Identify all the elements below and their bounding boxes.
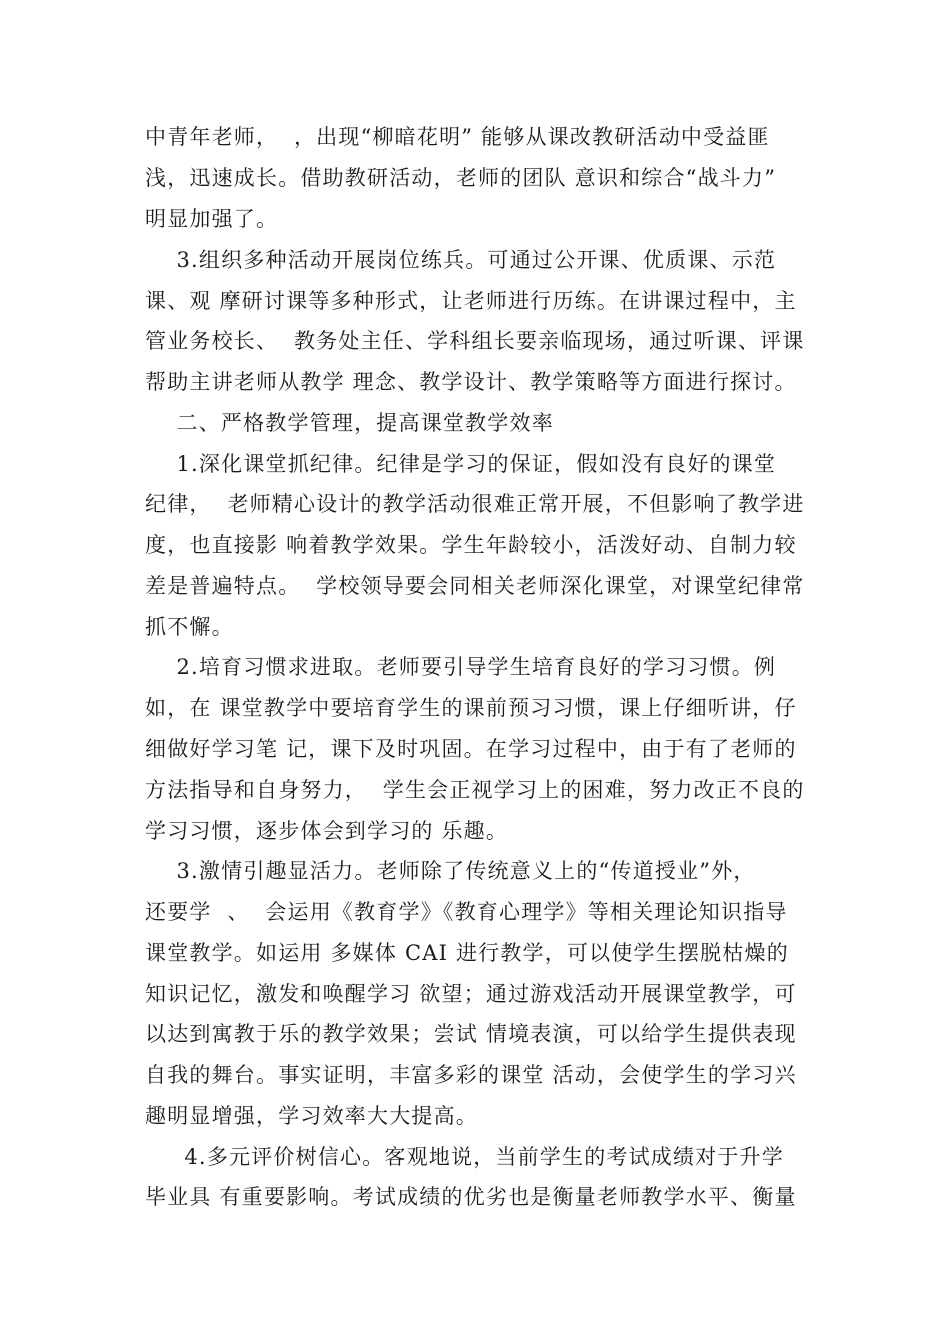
text-line: 方法指导和自身努力， 学生会正视学习上的困难，努力改正不良的 <box>145 778 805 802</box>
text-line: 细做好学习笔 记，课下及时巩固。在学习过程中，由于有了老师的 <box>145 737 797 761</box>
text-line: 浅，迅速成长。借助教研活动，老师的团队 意识和综合“战斗力” <box>145 166 777 190</box>
text-line: 毕业具 有重要影响。考试成绩的优劣也是衡量老师教学水平、衡量 <box>145 1185 797 1209</box>
text-line: 如，在 课堂教学中要培育学生的课前预习习惯，课上仔细听讲，仔 <box>145 696 797 720</box>
text-line: 3.激情引趣显活力。老师除了传统意义上的“传道授业”外， <box>145 859 756 883</box>
text-line: 课、观 摩研讨课等多种形式，让老师进行历练。在讲课过程中，主 <box>145 289 797 313</box>
text-line: 知识记忆，激发和唤醒学习 欲望；通过游戏活动开展课堂教学，可 <box>145 982 797 1006</box>
text-line: 2.培育习惯求进取。老师要引导学生培育良好的学习习惯。例 <box>145 655 777 679</box>
text-line: 学习习惯，逐步体会到学习的 乐趣。 <box>145 819 509 843</box>
text-line: 差是普遍特点。 学校领导要会同相关老师深化课堂，对课堂纪律常 <box>145 574 805 598</box>
text-line: 帮助主讲老师从教学 理念、教学设计、教学策略等方面进行探讨。 <box>145 370 797 394</box>
text-line: 度，也直接影 响着教学效果。学生年龄较小，活泼好动、自制力较 <box>145 533 797 557</box>
text-line: 还要学 、 会运用《教育学》《教育心理学》等相关理论知识指导 <box>145 900 788 924</box>
text-line: 纪律， 老师精心设计的教学活动很难正常开展，不但影响了教学进 <box>145 492 805 516</box>
text-line: 3.组织多种活动开展岗位练兵。可通过公开课、优质课、示范 <box>145 248 777 272</box>
text-line: 趣明显增强，学习效率大大提高。 <box>145 1104 478 1128</box>
text-line: 4.多元评价树信心。客观地说，当前学生的考试成绩对于升学 <box>145 1145 785 1169</box>
text-line: 中青年老师， ，出现“柳暗花明” 能够从课改教研活动中受益匪 <box>145 125 770 149</box>
text-line: 明显加强了。 <box>145 207 279 231</box>
text-line: 抓不懈。 <box>145 615 234 639</box>
text-line: 自我的舞台。事实证明，丰富多彩的课堂 活动，会使学生的学习兴 <box>145 1063 797 1087</box>
text-line: 以达到寓教于乐的教学效果；尝试 情境表演，可以给学生提供表现 <box>145 1022 797 1046</box>
section-heading: 二、严格教学管理，提高课堂教学效率 <box>145 411 554 435</box>
text-line: 1.深化课堂抓纪律。纪律是学习的保证，假如没有良好的课堂 <box>145 452 777 476</box>
text-line: 课堂教学。如运用 多媒体 CAI 进行教学，可以使学生摆脱枯燥的 <box>145 941 789 965</box>
text-line: 管业务校长、 教务处主任、学科组长要亲临现场，通过听课、评课 <box>145 329 805 353</box>
